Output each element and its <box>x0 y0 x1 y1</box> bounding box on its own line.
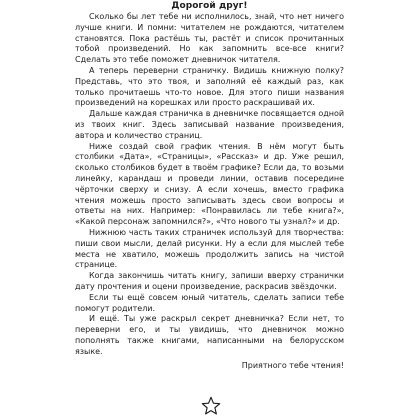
page-title: Дорогой друг! <box>171 1 248 11</box>
paragraph-rating: Когда закончишь читать книгу, запиши вверху странички дату прочтения и оцени произведение, раскрасив звёздочки. <box>75 271 344 291</box>
paragraph-creativity: Нижнюю часть таких страничек используй для творчества: пиши свои мысли, делай рисунки. Ну а если для мыслей тебе места не хватило, можешь продолжить запись на чистой странице. <box>75 227 344 270</box>
paragraph-bookshelf: А теперь переверни страничку. Видишь книжную полку? Представь, что это твоя, и заполняй её каждый раз, как только прочитаешь что-то новое. Для этого пиши названия произведений на корешках или просто раскрашивай их. <box>75 65 344 108</box>
paragraph-book-page: Дальше каждая страничка в дневничке посвящается одной из твоих книг. Здесь записывай название произведения, автора и количество страниц. <box>75 109 344 140</box>
closing-line: Приятного тебе чтения! <box>241 360 344 370</box>
paragraph-intro: Сколько бы лет тебе ни исполнилось, знай, что нет ничего лучше книги. И помни: читателем не рождаются, читателем становятся. Пока растёшь ты, растёт и список прочитанных тобой произведений. Но как запомнить все-все книги? Сделать это тебе поможет дневничок читателя. <box>75 12 344 65</box>
paragraph-parents: Если ты ещё совсем юный читатель, сделать записи тебе помогут родители. <box>75 292 344 313</box>
paragraph-reading-chart: Ниже создай свой график чтения. В нём могут быть столбики «Дата», «Страницы», «Рассказ» и др. Уже решил, сколько столбиков будет в твоём графике? Если да, то возьми линейку, карандаш и проведи линии, оставив посередине чёрточки сверху и снизу. А если хочешь, вместо графика чтения можешь просто записывать здесь свои вопросы и ответы на них. Например: «Понравилась ли тебе книга?», «Какой персонаж запомнился?», «Что нового ты узнал?» и др. <box>75 141 344 227</box>
star-outline-icon <box>201 396 221 416</box>
paragraph-secret: И ещё. Ты уже раскрыл секрет дневничка? Если нет, то переверни его, и ты увидишь, что дневничок можно пополнять также книгами, написанными на белорусском языке. <box>75 314 344 356</box>
